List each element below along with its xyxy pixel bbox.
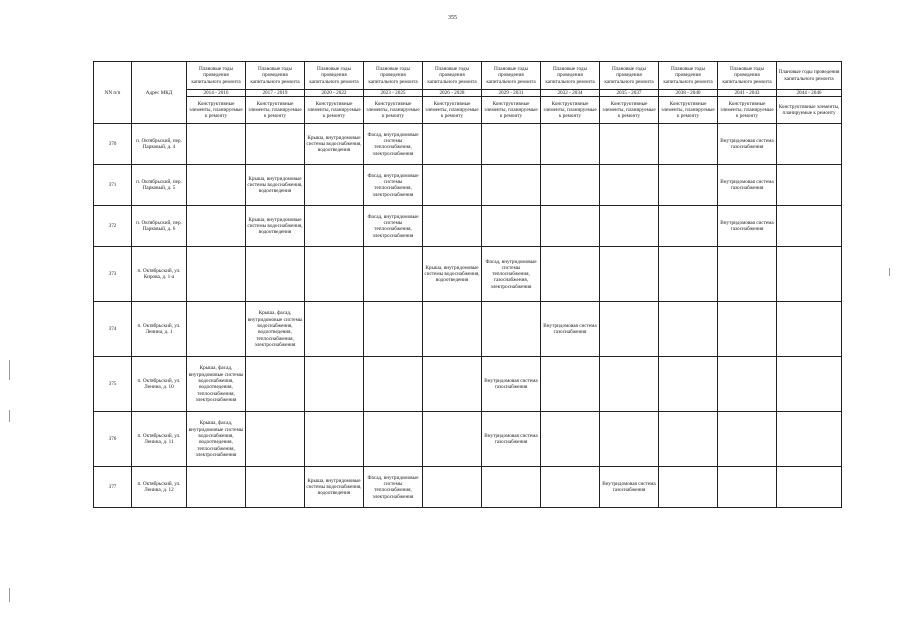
header-plan-cell: Плановые годы проведения капитального ремонта [600,62,659,90]
repair-elements-cell: Крыша, фасад, внутридомовые системы водоснабжения, водоотведения, теплоснабжения, электроснабжения [246,302,305,357]
repair-elements-cell [364,412,423,467]
repair-elements-cell [482,302,541,357]
header-plan-cell: Плановые годы проведения капитального ремонта [246,62,305,90]
repair-elements-cell [187,124,246,165]
header-period: 2023 - 2025 [364,90,423,97]
repair-elements-cell [364,247,423,302]
repair-elements-cell [718,357,777,412]
header-elements: Конструктивные элементы, планируемые к ремонту [482,97,541,124]
row-address: п. Октябрьский, ул. Кирова, д. 1-а [132,247,187,302]
table-body [94,124,842,508]
row-address: п. Октябрьский, ул. Ленина, д. 10 [132,357,187,412]
repair-elements-cell [718,467,777,508]
header-period: 2038 - 2040 [659,90,718,97]
header-period: 2032 - 2034 [541,90,600,97]
repair-elements-cell: Крыша, внутридомовые системы водоснабжения, водоотведения [305,124,364,165]
repair-elements-cell [305,412,364,467]
repair-elements-cell [187,467,246,508]
repair-elements-cell [305,302,364,357]
header-elements: Конструктивные элементы, планируемые к ремонту [187,97,246,124]
repair-elements-cell [364,302,423,357]
row-number: 376 [94,412,132,467]
repair-elements-cell: Крыша, внутридомовые системы водоснабжения, водоотведения [246,165,305,206]
repair-elements-cell [187,206,246,247]
scan-mark [9,410,10,422]
table-row [94,467,842,508]
repair-elements-cell [600,206,659,247]
repair-elements-cell [305,165,364,206]
repair-elements-cell [423,357,482,412]
header-period: 2014 - 2016 [187,90,246,97]
repair-elements-cell [777,467,842,508]
repair-elements-cell: Крыша, внутридомовые системы водоснабжения, водоотведения [423,247,482,302]
header-plan-cell: Плановые годы проведения капитального ремонта [482,62,541,90]
repair-elements-cell: Внутридомовая система газоснабжения [718,165,777,206]
repair-elements-cell [541,467,600,508]
header-plan-cell: Плановые годы проведения капитального ремонта [541,62,600,90]
repair-elements-cell [600,165,659,206]
header-plan-cell: Плановые годы проведения капитального ремонта [187,62,246,90]
repair-elements-cell: Крыша, внутридомовые системы водоснабжения, водоотведения [246,206,305,247]
header-address: Адрес МКД [132,62,187,124]
repair-elements-cell [305,247,364,302]
repair-elements-cell [600,247,659,302]
repair-elements-cell [246,357,305,412]
repair-elements-cell [659,124,718,165]
repair-elements-cell [305,206,364,247]
repair-elements-cell [541,124,600,165]
header-row-plan [94,62,842,90]
repair-elements-cell [423,412,482,467]
repair-elements-cell: Фасад, внутридомовые системы теплоснабжения, электроснабжения [364,165,423,206]
row-number: 374 [94,302,132,357]
repair-elements-cell [600,412,659,467]
repair-elements-cell [482,467,541,508]
repair-elements-cell: Внутридомовая система газоснабжения [482,412,541,467]
repair-elements-cell [777,357,842,412]
repair-elements-cell [541,206,600,247]
header-num: NN п/п [94,62,132,124]
repair-elements-cell [777,165,842,206]
row-address: п. Октябрьский, пер. Парковый, д. 4 [132,124,187,165]
header-plan-cell: Плановые годы проведения капитального ремонта [659,62,718,90]
row-number: 370 [94,124,132,165]
table-row [94,412,842,467]
header-elements: Конструктивные элементы, планируемые к ремонту [423,97,482,124]
header-plan-cell: Плановые годы проведения капитального ремонта [777,62,842,90]
row-number: 373 [94,247,132,302]
header-row-elements [94,97,842,124]
row-address: п. Октябрьский, ул. Ленина, д. 1 [132,302,187,357]
repair-elements-cell [482,124,541,165]
repair-elements-cell [187,302,246,357]
repair-elements-cell: Внутридомовая система газоснабжения [541,302,600,357]
repair-elements-cell: Крыша, фасад, внутридомовые системы водоснабжения, водоотведения, теплоснабжения, электроснабжения [187,357,246,412]
repair-elements-cell [600,302,659,357]
repair-elements-cell [423,302,482,357]
header-period: 2017 - 2019 [246,90,305,97]
repair-elements-cell: Внутридомовая система газоснабжения [600,467,659,508]
repair-elements-cell [600,357,659,412]
repair-elements-cell [777,124,842,165]
scan-mark [9,588,10,602]
repair-elements-cell [482,165,541,206]
header-elements: Конструктивные элементы, планируемые к ремонту [246,97,305,124]
scan-mark [9,360,10,380]
repair-elements-cell [541,247,600,302]
header-period: 2026 - 2028 [423,90,482,97]
page-number: 355 [448,15,457,21]
repair-elements-cell: Фасад, внутридомовые системы теплоснабжения, электроснабжения [364,467,423,508]
repair-elements-cell [659,467,718,508]
repair-elements-cell [246,467,305,508]
header-period: 2044 - 2046 [777,90,842,97]
repair-elements-cell [659,165,718,206]
header-elements: Конструктивные элементы, планируемые к ремонту [718,97,777,124]
repair-elements-cell [659,302,718,357]
repair-elements-cell [246,124,305,165]
repair-elements-cell [482,206,541,247]
repair-elements-cell [246,247,305,302]
header-row-periods [94,90,842,97]
header-plan-cell: Плановые годы проведения капитального ремонта [364,62,423,90]
repair-elements-cell [659,247,718,302]
repair-elements-cell [541,412,600,467]
row-number: 371 [94,165,132,206]
header-period: 2029 - 2031 [482,90,541,97]
repair-elements-cell [777,302,842,357]
repair-elements-cell: Внутридомовая система газоснабжения [718,124,777,165]
repair-elements-cell [777,247,842,302]
repair-elements-cell [364,357,423,412]
repair-elements-cell [541,165,600,206]
repair-elements-cell [187,247,246,302]
header-elements: Конструктивные элементы, планируемые к ремонту [777,97,842,124]
repair-elements-cell [718,412,777,467]
capital-repair-schedule-table [93,61,842,508]
header-plan-cell: Плановые годы проведения капитального ремонта [423,62,482,90]
row-address: п. Октябрьский, пер. Парковый, д. 6 [132,206,187,247]
repair-elements-cell [423,165,482,206]
repair-elements-cell: Фасад, внутридомовые системы теплоснабжения, газоснабжения, электроснабжения [482,247,541,302]
table-row [94,357,842,412]
repair-elements-cell [659,357,718,412]
repair-elements-cell [777,412,842,467]
header-elements: Конструктивные элементы, планируемые к ремонту [305,97,364,124]
header-period: 2035 - 2037 [600,90,659,97]
row-address: п. Октябрьский, ул. Ленина, д. 11 [132,412,187,467]
table-row [94,247,842,302]
repair-elements-cell [600,124,659,165]
repair-elements-cell [305,357,364,412]
repair-elements-cell: Фасад, внутридомовые системы теплоснабжения, электроснабжения [364,124,423,165]
repair-elements-cell [718,302,777,357]
repair-elements-cell [659,412,718,467]
repair-elements-cell [423,124,482,165]
repair-elements-cell [659,206,718,247]
repair-elements-cell [187,165,246,206]
header-elements: Конструктивные элементы, планируемые к ремонту [541,97,600,124]
table-row [94,124,842,165]
repair-elements-cell: Фасад, внутридомовые системы теплоснабжения, электроснабжения [364,206,423,247]
table-row [94,206,842,247]
repair-elements-cell [777,206,842,247]
row-number: 372 [94,206,132,247]
repair-elements-cell: Внутридомовая система газоснабжения [718,206,777,247]
repair-elements-cell [246,412,305,467]
row-address: п. Октябрьский, пер. Парковый, д. 5 [132,165,187,206]
repair-elements-cell: Внутридомовая система газоснабжения [482,357,541,412]
scan-mark [889,268,890,276]
header-plan-cell: Плановые годы проведения капитального ремонта [718,62,777,90]
header-elements: Конструктивные элементы, планируемые к ремонту [600,97,659,124]
repair-elements-cell: Крыша, внутридомовые системы водоснабжения, водоотведения [305,467,364,508]
repair-elements-cell [423,467,482,508]
row-address: п. Октябрьский, ул. Ленина, д. 12 [132,467,187,508]
repair-elements-cell [541,357,600,412]
table-row [94,165,842,206]
header-elements: Конструктивные элементы, планируемые к ремонту [659,97,718,124]
header-period: 2041 - 2043 [718,90,777,97]
header-period: 2020 - 2022 [305,90,364,97]
header-plan-cell: Плановые годы проведения капитального ремонта [305,62,364,90]
header-elements: Конструктивные элементы, планируемые к ремонту [364,97,423,124]
row-number: 377 [94,467,132,508]
repair-elements-cell: Крыша, фасад, внутридомовые системы водоснабжения, водоотведения, теплоснабжения, электроснабжения [187,412,246,467]
repair-elements-cell [718,247,777,302]
table-row [94,302,842,357]
row-number: 375 [94,357,132,412]
repair-elements-cell [423,206,482,247]
